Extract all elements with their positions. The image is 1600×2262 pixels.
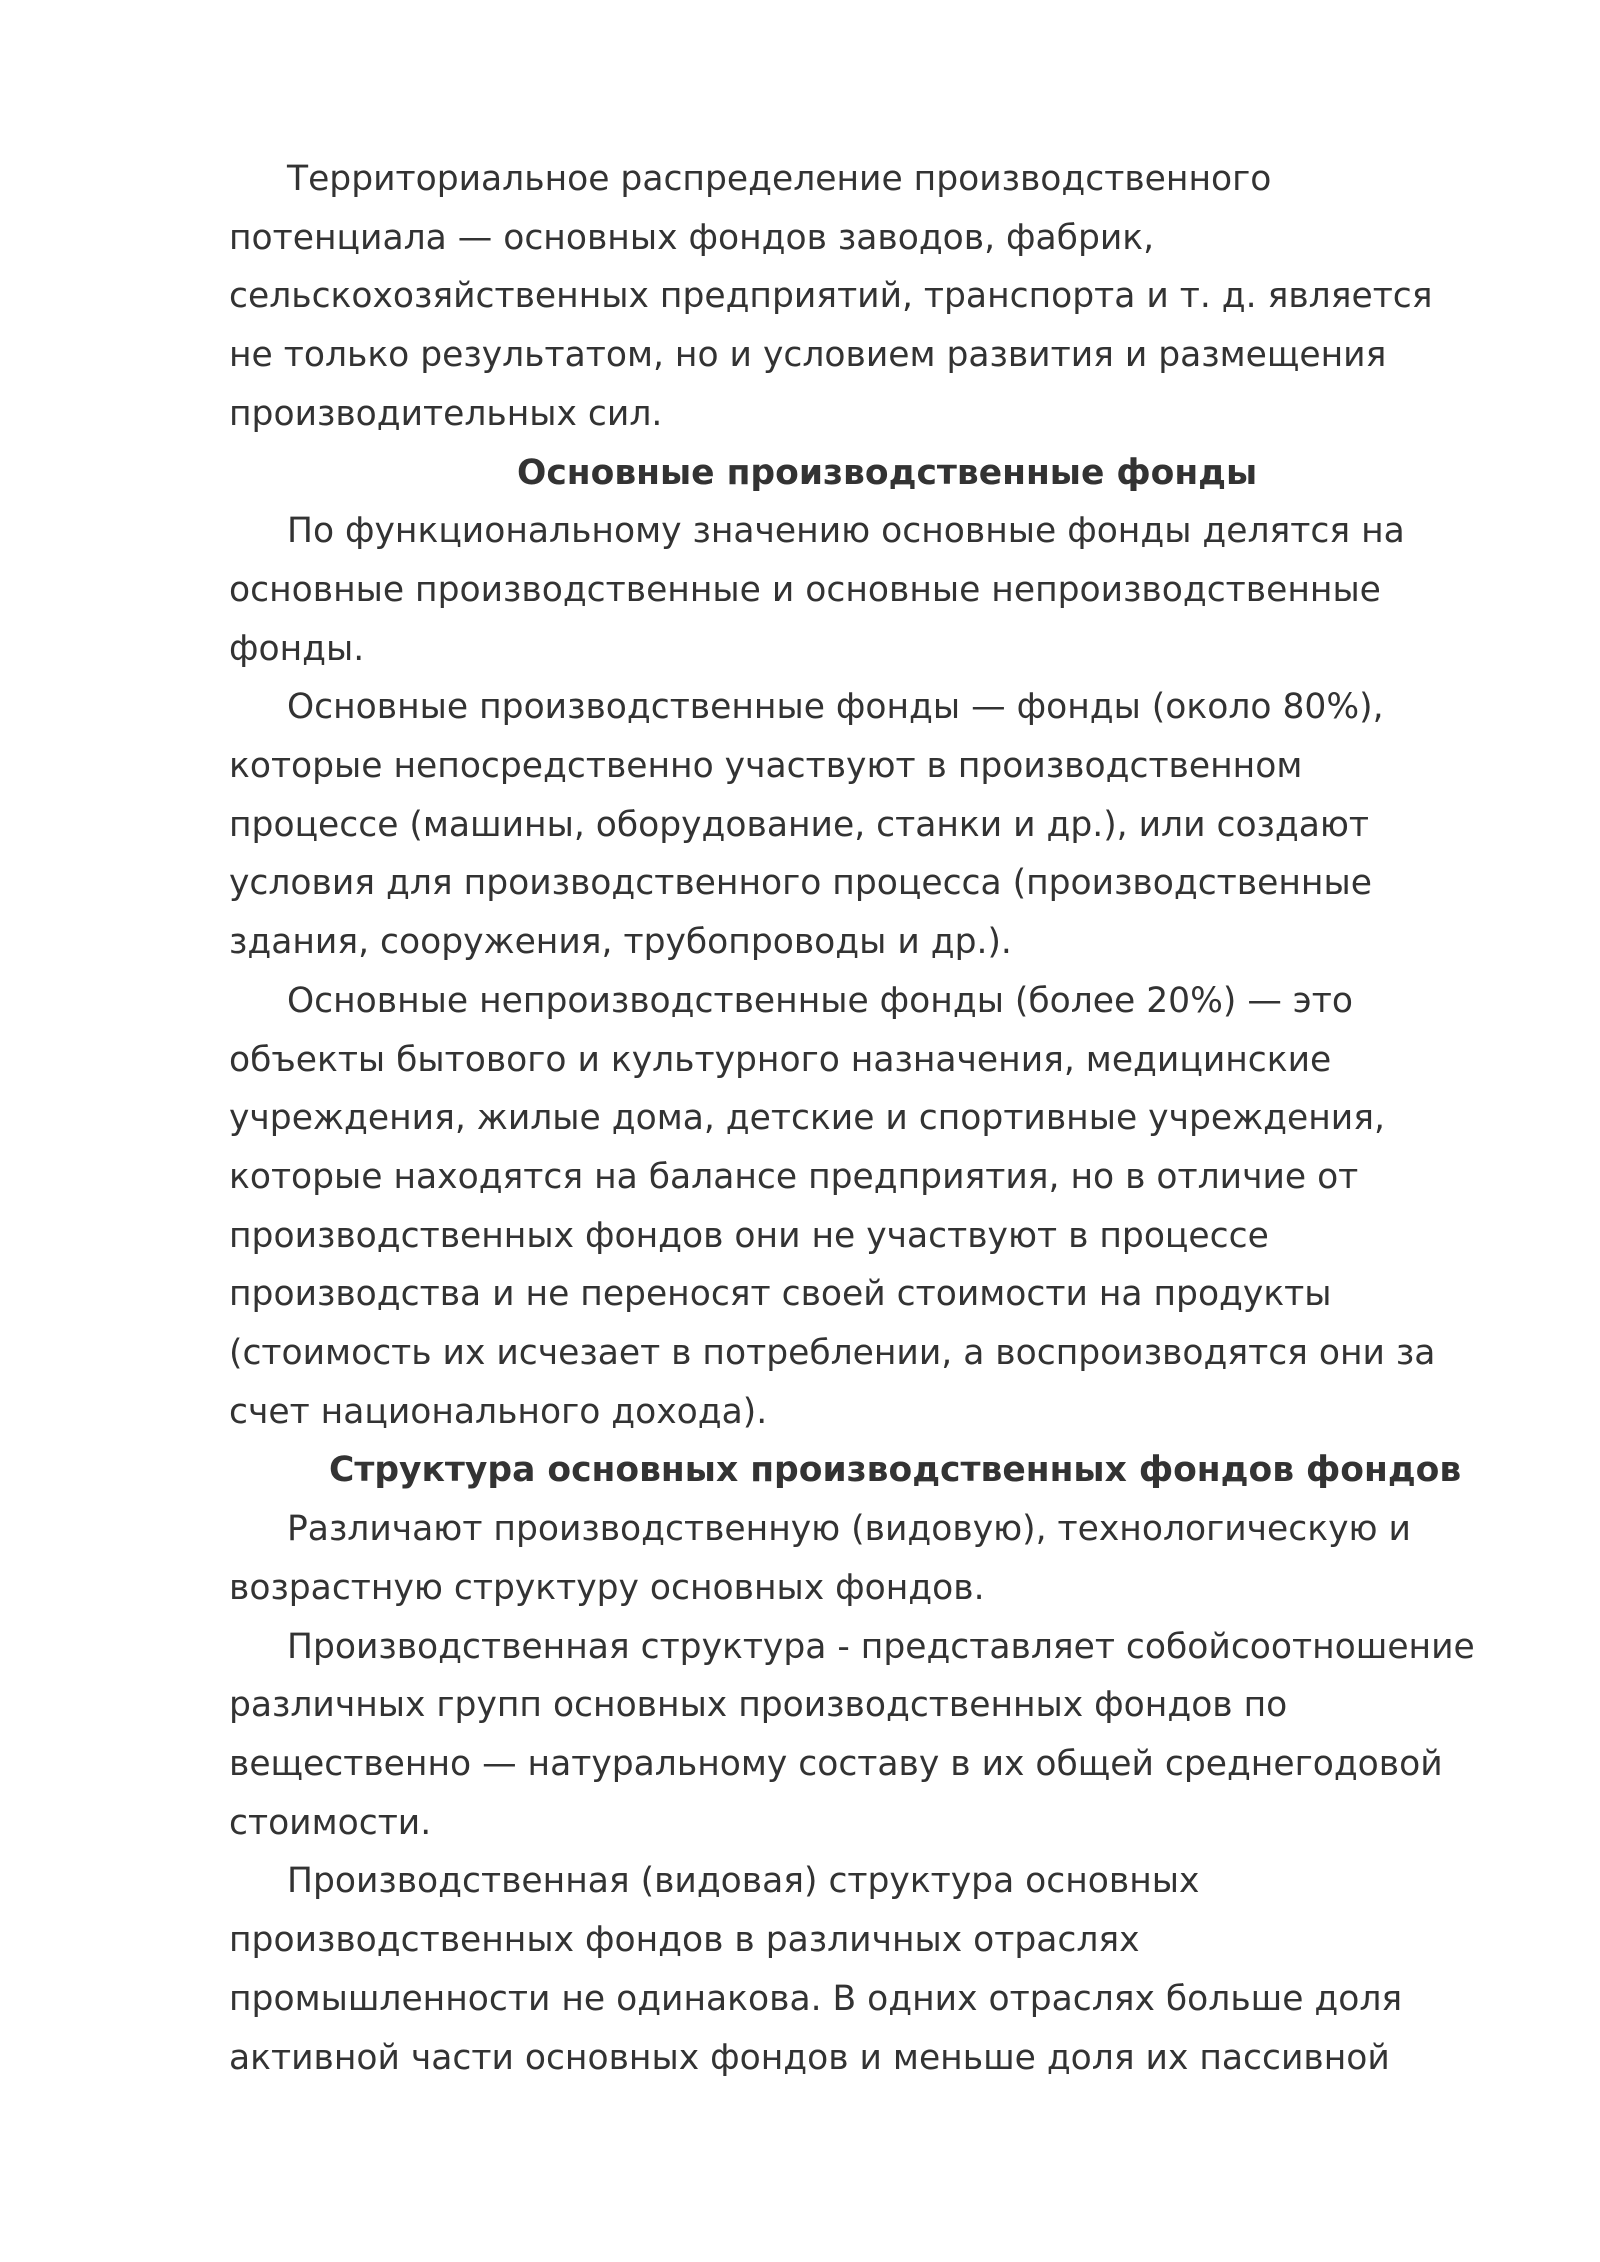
paragraph-species-structure: Производственная (видовая) структура основных производственных фондов в различных отраслях промышленности не одинакова. В одних отраслях больше доля активной части основных фондов и меньше доля их пассивной [229, 1861, 1403, 2078]
paragraph-structure-types: Различают производственную (видовую), технологическую и возрастную структуру основных фондов. [229, 1509, 1411, 1608]
section-heading-structure: Структура основных производственных фондов фондов [329, 1450, 1462, 1491]
paragraph-production-structure: Производственная структура - представляет собойсоотношение различных групп основных производственных фондов по вещественно — натуральному составу в их общей среднегодовой стоимости. [229, 1626, 1475, 1843]
document-body [229, 150, 1519, 2087]
section-heading-fixed-assets: Основные производственные фонды [517, 452, 1258, 493]
paragraph-functional-division: По функциональному значению основные фонды делятся на основные производственные и основные непроизводственные фонды. [229, 511, 1405, 669]
paragraph-intro: Территориальное распределение производственного потенциала — основных фондов заводов, фабрик, сельскохозяйственных предприятий, транспорта и т. д. является не только результатом, но и условием развития и размещения производительных сил. [229, 159, 1433, 434]
paragraph-production-funds: Основные производственные фонды — фонды (около 80%), которые непосредственно участвуют в производственном процессе (машины, оборудование, станки и др.), или создают условия для производственного процесса (производственные здания, сооружения, трубопроводы и др.). [229, 687, 1384, 963]
paragraph-non-production-funds: Основные непроизводственные фонды (более 20%) — это объекты бытового и культурного назначения, медицинские учреждения, жилые дома, детские и спортивные учреждения, которые находятся на балансе предприятия, но в отличие от производственных фондов они не участвуют в процессе производства и не переносят своей стоимости на продукты (стоимость их исчезает в потреблении, а воспроизводятся они за счет национального дохода). [229, 980, 1436, 1432]
